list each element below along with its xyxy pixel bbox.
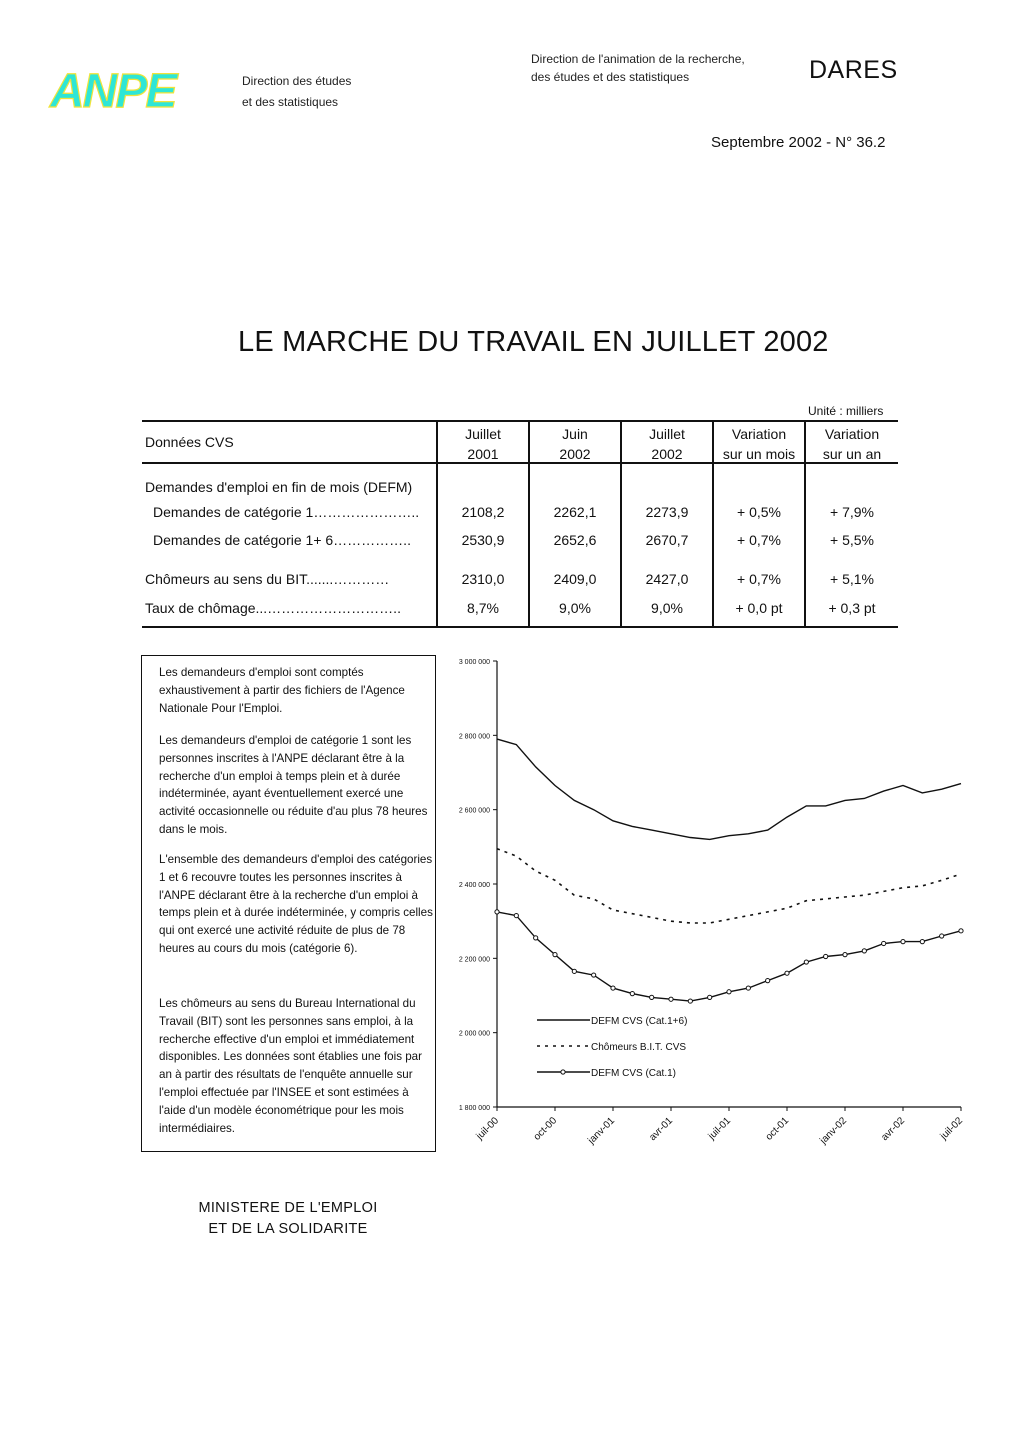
- ministry-line2: ET DE LA SOLIDARITE: [208, 1221, 368, 1237]
- col-header: Juin 2002: [559, 426, 591, 462]
- series-point: [708, 995, 712, 999]
- left-org-line1: Direction des études: [242, 74, 352, 88]
- x-tick-label: oct-01: [763, 1115, 792, 1143]
- legend-marker: [561, 1070, 565, 1074]
- table-cell: 2427,0: [645, 571, 689, 587]
- table-cell: 2310,0: [461, 571, 505, 587]
- definition-paragraph: Les demandeurs d'emploi sont comptés exhaustivement à partir des fichiers de l'Agence Nationale Pour l'Emploi.: [159, 666, 405, 715]
- definition-paragraph: Les chômeurs au sens du Bureau International du Travail (BIT) sont les personnes sans emploi, à la recherche effective d'un emploi et immédiatement disponibles. Les données sont établies une fois par an à partir des résultats de l'enquête annuelle sur l'emploi effectuée par l'INSEE et sont estimées à l'aide d'un modèle économétrique pour les mois intermédiaires.: [159, 997, 422, 1135]
- dares-label: DARES: [809, 56, 898, 84]
- y-tick-label: 2 400 000: [458, 882, 490, 889]
- series-point: [920, 940, 924, 944]
- table-cell: + 5,1%: [830, 571, 874, 587]
- col-header: Variation sur un an: [822, 426, 882, 462]
- table-cell: 9,0%: [559, 600, 591, 616]
- col-header: Juillet 2002: [649, 426, 685, 462]
- row-label: Taux de chômage...………………………..: [145, 600, 401, 616]
- series-point: [862, 949, 866, 953]
- series-point: [572, 969, 576, 973]
- table-cell: + 0,5%: [737, 504, 781, 520]
- data-table: [142, 420, 898, 628]
- series-point: [746, 986, 750, 990]
- unemployment-chart: [440, 650, 980, 1170]
- col-header: Variation sur un mois: [722, 426, 796, 462]
- x-tick-label: juil-00: [474, 1115, 502, 1142]
- series-point: [592, 973, 596, 977]
- series-point: [727, 990, 731, 994]
- series-line: [497, 849, 961, 923]
- right-org-line1: Direction de l'animation de la recherche,: [531, 52, 745, 66]
- stub-header: Données CVS: [145, 434, 234, 450]
- series-point: [766, 979, 770, 983]
- series-point: [959, 929, 963, 933]
- table-cell: 2409,0: [553, 571, 597, 587]
- page-title: LE MARCHE DU TRAVAIL EN JUILLET 2002: [238, 326, 829, 358]
- series-point: [843, 953, 847, 957]
- x-tick-label: janv-01: [586, 1115, 618, 1147]
- legend-label: DEFM CVS (Cat.1): [591, 1068, 677, 1079]
- table-cell: 8,7%: [467, 600, 499, 616]
- x-tick-label: juil-02: [938, 1115, 966, 1142]
- series-point: [688, 999, 692, 1003]
- series-point: [553, 953, 557, 957]
- definition-paragraph: L'ensemble des demandeurs d'emploi des catégories 1 et 6 recouvre toutes les personnes inscrites à l'ANPE déclarant être à la recherche d'un emploi à temps plein et à durée indéterminée, y compris celles qui ont exercé une activité réduite de plus de 78 heures au cours du mois (catégorie 6).: [159, 853, 433, 955]
- series-point: [804, 960, 808, 964]
- table-cell: 2262,1: [553, 504, 597, 520]
- x-tick-label: oct-00: [531, 1115, 560, 1143]
- ministry-line1: MINISTERE DE L'EMPLOI: [198, 1200, 378, 1216]
- row-label: Chômeurs au sens du BIT.......…………: [145, 571, 390, 587]
- table-cell: 2652,6: [553, 532, 597, 548]
- y-tick-label: 2 800 000: [458, 733, 490, 741]
- series-point: [901, 940, 905, 944]
- table-cell: + 0,7%: [737, 571, 781, 587]
- unit-label: Unité : milliers: [808, 404, 884, 418]
- row-label: Demandes de catégorie 1…………………..: [153, 504, 420, 520]
- right-org: [531, 50, 745, 86]
- legend-label: Chômeurs B.I.T. CVS: [591, 1042, 687, 1053]
- chart-svg: [440, 650, 980, 1170]
- definitions-box: [141, 655, 436, 1152]
- series-point: [630, 992, 634, 996]
- series-point: [495, 910, 499, 914]
- right-org-line2: des études et des statistiques: [531, 70, 690, 84]
- table-cell: + 7,9%: [830, 504, 874, 520]
- series-point: [514, 913, 518, 917]
- ministry-label: [188, 1198, 388, 1240]
- y-tick-label: 3 000 000: [458, 659, 490, 666]
- table-cell: 9,0%: [651, 600, 683, 616]
- series-point: [940, 934, 944, 938]
- table-cell: + 5,5%: [830, 532, 874, 548]
- logo-text: ANPE: [50, 67, 176, 111]
- series-point: [669, 997, 673, 1001]
- table-cell: + 0,7%: [737, 532, 781, 548]
- series-point: [824, 954, 828, 958]
- y-tick-label: 2 000 000: [458, 1030, 490, 1038]
- x-tick-label: avr-01: [647, 1115, 676, 1144]
- series-point: [785, 971, 789, 975]
- y-tick-label: 2 600 000: [458, 807, 490, 815]
- series-point: [650, 995, 654, 999]
- row-label: Demandes de catégorie 1+ 6……………..: [153, 532, 411, 548]
- x-tick-label: janv-02: [818, 1115, 850, 1147]
- table-cell: 2273,9: [645, 504, 689, 520]
- x-tick-label: avr-02: [879, 1115, 908, 1144]
- table-cell: 2108,2: [461, 504, 505, 520]
- series-line: [497, 912, 961, 1001]
- table-cell: + 0,0 pt: [735, 600, 783, 616]
- section-label: Demandes d'emploi en fin de mois (DEFM): [145, 479, 413, 495]
- y-tick-label: 2 200 000: [458, 956, 490, 964]
- left-org: [242, 72, 351, 111]
- x-tick-label: juil-01: [706, 1115, 734, 1142]
- definition-paragraph: Les demandeurs d'emploi de catégorie 1 sont les personnes inscrites à l'ANPE déclarant être à la recherche d'un emploi à temps plein et à durée indéterminée, ayant éventuellement exercé une activité occasionnelle ou réduite d'au plus 78 heures dans le mois.: [159, 734, 428, 836]
- issue-label: Septembre 2002 - N° 36.2: [711, 134, 886, 151]
- table-cell: 2670,7: [645, 532, 689, 548]
- y-tick-label: 1 800 000: [458, 1105, 490, 1112]
- table-cell: + 0,3 pt: [828, 600, 876, 616]
- left-org-line2: et des statistiques: [242, 95, 339, 109]
- table-cell: 2530,9: [461, 532, 505, 548]
- anpe-logo: [48, 67, 204, 111]
- series-line: [497, 739, 961, 839]
- legend-label: DEFM CVS (Cat.1+6): [591, 1016, 688, 1027]
- series-point: [534, 936, 538, 940]
- series-point: [611, 986, 615, 990]
- col-header: Juillet 2001: [465, 426, 501, 462]
- series-point: [882, 941, 886, 945]
